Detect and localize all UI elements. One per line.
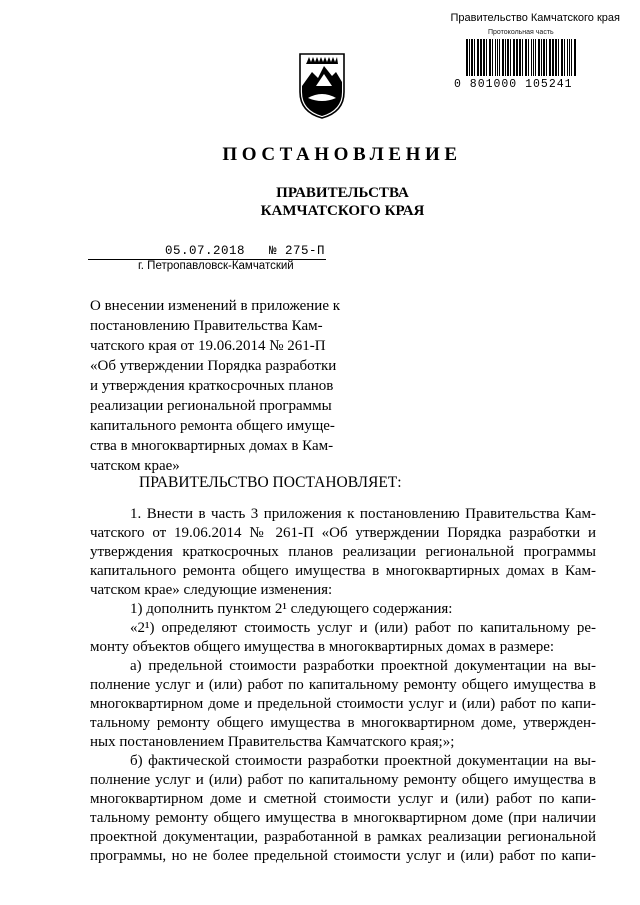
barcode (465, 39, 578, 76)
issuer-line-1: ПРАВИТЕЛЬСТВА (276, 185, 409, 201)
body-line: 1) дополнить пунктом 2¹ следующего содержания: (130, 601, 453, 617)
issuer (0, 184, 640, 220)
barcode-bar (505, 39, 506, 76)
barcode-bar (466, 39, 468, 76)
barcode-bar (495, 39, 496, 76)
barcode-bar (531, 39, 532, 76)
barcode-bar (489, 39, 491, 76)
subject-line: капитального ремонта общего имуще- (90, 418, 335, 434)
barcode-bar (555, 39, 557, 76)
body-line: полнение услуг и (или) работ по капитальному ремонту общего имущества в (90, 677, 596, 693)
body-line: капитального ремонта общего имущества в многоквартирных домах в Кам- (90, 563, 596, 579)
body-line: полнение услуг и (или) работ по капитальному ремонту общего имущества в (90, 772, 596, 788)
barcode-bar (499, 39, 500, 76)
stamp-organization: Правительство Камчатского края (450, 12, 620, 24)
barcode-bar (469, 39, 470, 76)
barcode-bar (574, 39, 576, 76)
barcode-bar (535, 39, 536, 76)
body-line: б) фактической стоимости разработки проектной документации на вы- (130, 753, 596, 769)
barcode-bar (525, 39, 527, 76)
barcode-bar (538, 39, 540, 76)
body-line: монту объектов общего имущества в многоквартирных домах в размере: (90, 639, 555, 655)
body-line: утверждения краткосрочных планов реализации региональной программы (90, 544, 596, 560)
body-line: чатского от 19.06.2014 № 261-П «Об утверждении Порядка разработки и (90, 525, 596, 541)
date-number-line (165, 244, 325, 258)
document-date: 05.07.2018 (165, 244, 246, 258)
barcode-bar (549, 39, 551, 76)
issue-city: г. Петропавловск-Камчатский (138, 260, 294, 272)
barcode-bar (519, 39, 521, 76)
barcode-bar (571, 39, 572, 76)
barcode-bar (474, 39, 475, 76)
barcode-bar (513, 39, 515, 76)
subject-line: «Об утверждении Порядка разработки (90, 358, 337, 374)
barcode-bar (477, 39, 479, 76)
barcode-bar (533, 39, 534, 76)
subject-line: О внесении изменений в приложение к (90, 298, 341, 314)
barcode-bar (510, 39, 511, 76)
subject-line: и утверждения краткосрочных планов (90, 378, 334, 394)
barcode-bar (546, 39, 547, 76)
subject-line: постановлению Правительства Кам- (90, 318, 323, 334)
barcode-bar (497, 39, 498, 76)
barcode-bar (483, 39, 485, 76)
body-line: чатском крае» следующие изменения: (90, 582, 333, 598)
body-line: проектной документации, разработанной в рамках реализации региональной (90, 829, 596, 845)
barcode-bar (516, 39, 518, 76)
subject-line: чатского края от 19.06.2014 № 261-П (90, 338, 326, 354)
subject-line: ства в многоквартирных домах в Кам- (90, 438, 334, 454)
barcode-bar (480, 39, 482, 76)
body-line: а) предельной стоимости разработки проектной документации на вы- (130, 658, 596, 674)
barcode-bar (507, 39, 509, 76)
body-line: 1. Внести в часть 3 приложения к постановлению Правительства Кам- (130, 506, 596, 522)
barcode-bar (486, 39, 487, 76)
body-line: программы, но не более предельной стоимости услуг и (или) работ по капи- (90, 848, 596, 864)
barcode-bar (492, 39, 493, 76)
barcode-bar (567, 39, 568, 76)
barcode-bar (558, 39, 559, 76)
barcode-bar (502, 39, 504, 76)
body-line: ных постановлением Правительства Камчатского края;»; (90, 734, 455, 750)
decree-heading: ПРАВИТЕЛЬСТВО ПОСТАНОВЛЯЕТ: (139, 474, 402, 491)
barcode-bar (528, 39, 529, 76)
subject-line: чатском крае» (90, 458, 180, 474)
barcode-bar (522, 39, 523, 76)
stamp-subtitle: Протокольная часть (488, 29, 554, 36)
barcode-number: 0 801000 105241 (454, 78, 573, 91)
document-type: ПОСТАНОВЛЕНИЕ (222, 144, 462, 165)
kamchatka-coat-of-arms-icon (298, 52, 346, 120)
body-line: тальному ремонту общего имущества в многоквартирном доме, утвержден- (90, 715, 596, 731)
body-line: многоквартирном доме и предельной стоимости услуг и (или) работ по капи- (90, 696, 596, 712)
body-line: «2¹) определяют стоимость услуг и (или) работ по капитальному ре- (130, 620, 596, 636)
barcode-bar (471, 39, 473, 76)
barcode-bar (543, 39, 545, 76)
body-line: многоквартирном доме и сметной стоимости услуг и (или) работ по капи- (90, 791, 596, 807)
barcode-bar (569, 39, 570, 76)
document-number: № 275-П (269, 244, 326, 258)
barcode-bar (564, 39, 565, 76)
body-line: тальному ремонту общего имущества в многоквартирном доме (при наличии (90, 810, 596, 826)
issuer-line-2: КАМЧАТСКОГО КРАЯ (260, 203, 425, 219)
barcode-bar (541, 39, 542, 76)
barcode-bar (552, 39, 554, 76)
barcode-bar (561, 39, 563, 76)
subject-line: реализации региональной программы (90, 398, 332, 414)
